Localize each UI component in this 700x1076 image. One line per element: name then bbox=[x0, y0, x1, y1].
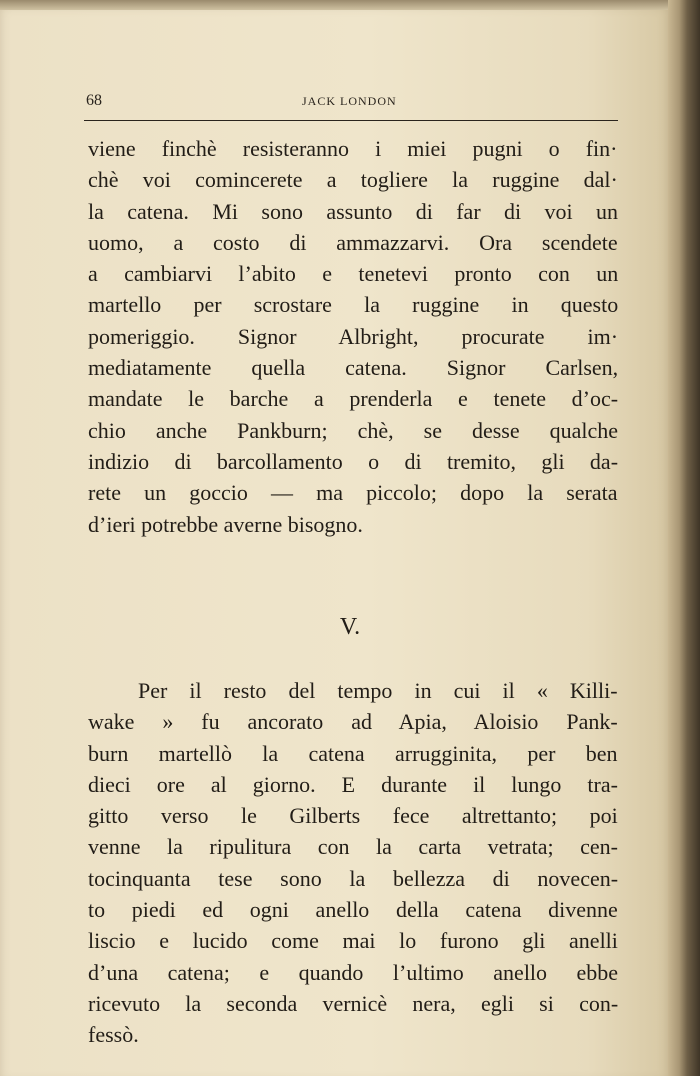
text-line: burn martellò la catena arrugginita, per ben bbox=[88, 740, 618, 766]
text-line: venne la ripulitura con la carta vetrata; cen- bbox=[88, 834, 618, 860]
text-line: mediatamente quella catena. Signor Carlsen, bbox=[88, 355, 619, 381]
page-edge bbox=[668, 0, 700, 1076]
text-line: chè voi comincerete a togliere la ruggine dal· bbox=[88, 167, 618, 193]
chapter-heading: V. bbox=[339, 614, 361, 640]
text-line: tocinquanta tese sono la bellezza di novecen- bbox=[88, 865, 619, 891]
text-line: d’una catena; e quando l’ultimo anello ebbe bbox=[88, 959, 619, 985]
text-line: chio anche Pankburn; chè, se desse qualche bbox=[88, 417, 619, 443]
text-line: rete un goccio — ma piccolo; dopo la serata bbox=[88, 480, 618, 506]
header-rule bbox=[84, 120, 618, 121]
text-line: mandate le barche a prenderla e tenete d’oc- bbox=[88, 386, 619, 412]
page-top-shadow bbox=[0, 0, 700, 10]
text-line: a cambiarvi l’abito e tenetevi pronto con un bbox=[88, 261, 619, 287]
text-line: d’ieri potrebbe averne bisogno. bbox=[88, 511, 363, 537]
paragraph-continued bbox=[88, 133, 618, 540]
text-line: liscio e lucido come mai lo furono gli anelli bbox=[88, 928, 618, 954]
text-line: dieci ore al giorno. E durante il lungo tra- bbox=[88, 771, 618, 797]
running-head bbox=[86, 92, 614, 112]
text-line: to piedi ed ogni anello della catena divenne bbox=[88, 897, 618, 923]
text-line: Per il resto del tempo in cui il « Killi- bbox=[138, 678, 618, 703]
text-line: fessò. bbox=[88, 1022, 139, 1048]
page-number: 68 bbox=[86, 92, 102, 109]
text-line: martello per scrostare la ruggine in questo bbox=[88, 292, 619, 318]
text-line: la catena. Mi sono assunto di far di voi un bbox=[88, 198, 619, 224]
text-line: wake » fu ancorato ad Apia, Aloisio Pank- bbox=[88, 709, 618, 735]
text-line: ricevuto la seconda vernicè nera, egli si con- bbox=[88, 990, 619, 1016]
text-line: viene finchè resisteranno i miei pugni o fin· bbox=[88, 136, 618, 161]
paragraph-chapter-v bbox=[88, 675, 618, 1051]
text-line: uomo, a costo di ammazzarvi. Ora scendete bbox=[88, 229, 618, 255]
text-line: pomeriggio. Signor Albright, procurate im· bbox=[88, 323, 619, 349]
running-title: JACK LONDON bbox=[302, 94, 397, 108]
text-line: gitto verso le Gilberts fece altrettanto; poi bbox=[88, 803, 618, 829]
text-line: indizio di barcollamento o di tremito, gli da- bbox=[88, 448, 619, 474]
